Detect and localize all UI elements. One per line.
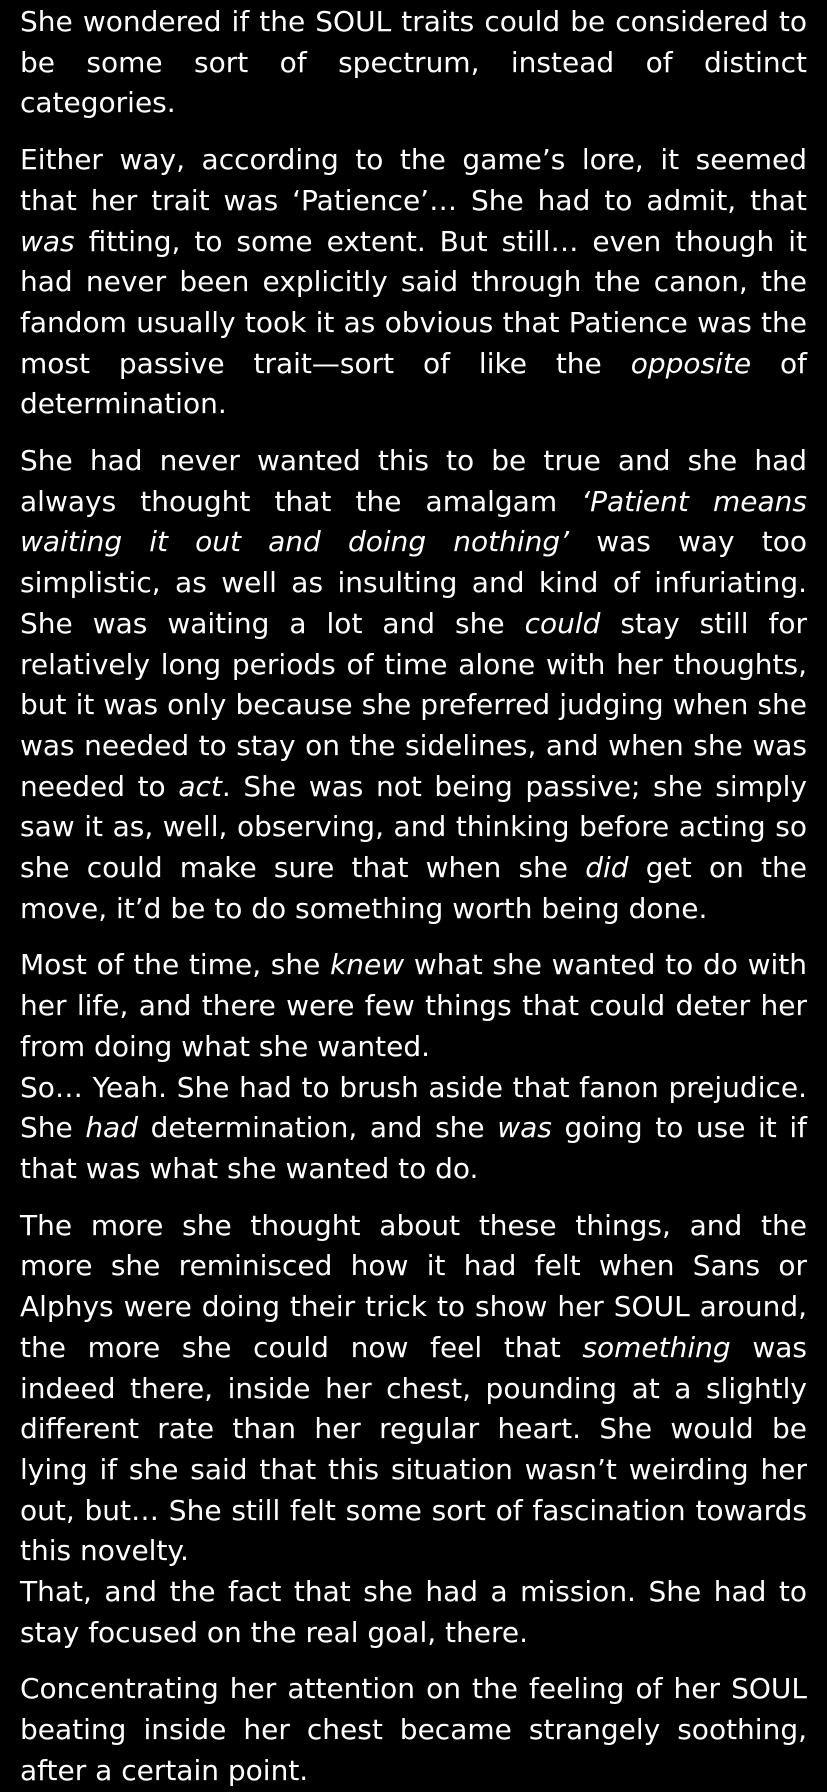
text-line	[20, 1669, 807, 1791]
paragraph-5	[20, 1206, 807, 1654]
italic-text: did	[585, 851, 629, 885]
text-run: She wondered if the SOUL traits could be considered to be some sort of spectrum, instead of distinct categories.	[20, 5, 807, 120]
text-run: get on the move, it’d be to do something worth being done.	[20, 851, 807, 925]
italic-text: could	[524, 606, 601, 640]
text-line	[20, 441, 807, 929]
text-run: Either way, according to the game’s lore, it seemed that her trait was ‘Patience’… She had to admit, that	[20, 143, 807, 217]
text-run: fitting, to some extent. But still… even though it had never been explicitly said through the canon, the fandom usually took it as obvious that Patience was the most passive trait—sort of like the	[20, 224, 807, 380]
text-run: going to use it if that was what she wanted to do.	[20, 1111, 807, 1185]
text-run: So… Yeah. She had to brush aside that fanon prejudice. She	[20, 1070, 807, 1145]
text-run: of determination.	[20, 346, 807, 421]
paragraph-6	[20, 1669, 807, 1791]
text-line	[20, 945, 807, 1067]
text-run: was way too simplistic, as well as insulting and kind of infuriating. She was waiting a lot and she	[20, 525, 807, 640]
paragraph-2	[20, 140, 807, 425]
text-run: determination, and she	[138, 1111, 498, 1145]
italic-text: had	[85, 1111, 138, 1145]
text-line	[20, 1068, 807, 1190]
italic-text: something	[582, 1330, 731, 1364]
italic-text: opposite	[630, 346, 752, 380]
text-run: Concentrating her attention on the feeling of her SOUL beating inside her chest became strangely soothing, after a certain point.	[20, 1672, 807, 1787]
text-run: . She was not being passive; she simply saw it as, well, observing, and thinking before acting so she could make sure that when she	[20, 769, 807, 885]
text-run: was indeed there, inside her chest, pounding at a slightly different rate than her regular heart. She would be lying if she said that this situation wasn’t weirding her out, but… She still felt some sort of fascination towards this novelty.	[20, 1330, 807, 1568]
paragraph-3	[20, 441, 807, 929]
text-run: Most of the time, she	[20, 948, 331, 982]
paragraph-4	[20, 945, 807, 1189]
italic-text: ‘Patient means waiting it out and doing nothing’	[20, 484, 807, 559]
text-run: what she wanted to do with her life, and there were few things that could deter her from doing what she wanted.	[20, 948, 807, 1063]
text-line	[20, 2, 807, 124]
italic-text: was	[20, 224, 75, 258]
text-run: She had never wanted this to be true and she had always thought that the amalgam	[20, 444, 807, 518]
text-line	[20, 140, 807, 425]
italic-text: act	[178, 769, 222, 803]
italic-text: was	[497, 1111, 552, 1145]
paragraph-1	[20, 2, 807, 124]
text-run: The more she thought about these things, and the more she reminisced how it had felt when Sans or Alphys were doing their trick to show her SOUL around, the more she could now feel that	[20, 1208, 807, 1364]
text-run: stay still for relatively long periods of time alone with her thoughts, but it was only because she preferred judging when she was needed to stay on the sidelines, and when she was needed to	[20, 606, 807, 803]
text-line	[20, 1572, 807, 1653]
text-line	[20, 1206, 807, 1572]
text-run: That, and the fact that she had a mission. She had to stay focused on the real goal, there.	[20, 1575, 807, 1649]
italic-text: knew	[330, 948, 405, 982]
